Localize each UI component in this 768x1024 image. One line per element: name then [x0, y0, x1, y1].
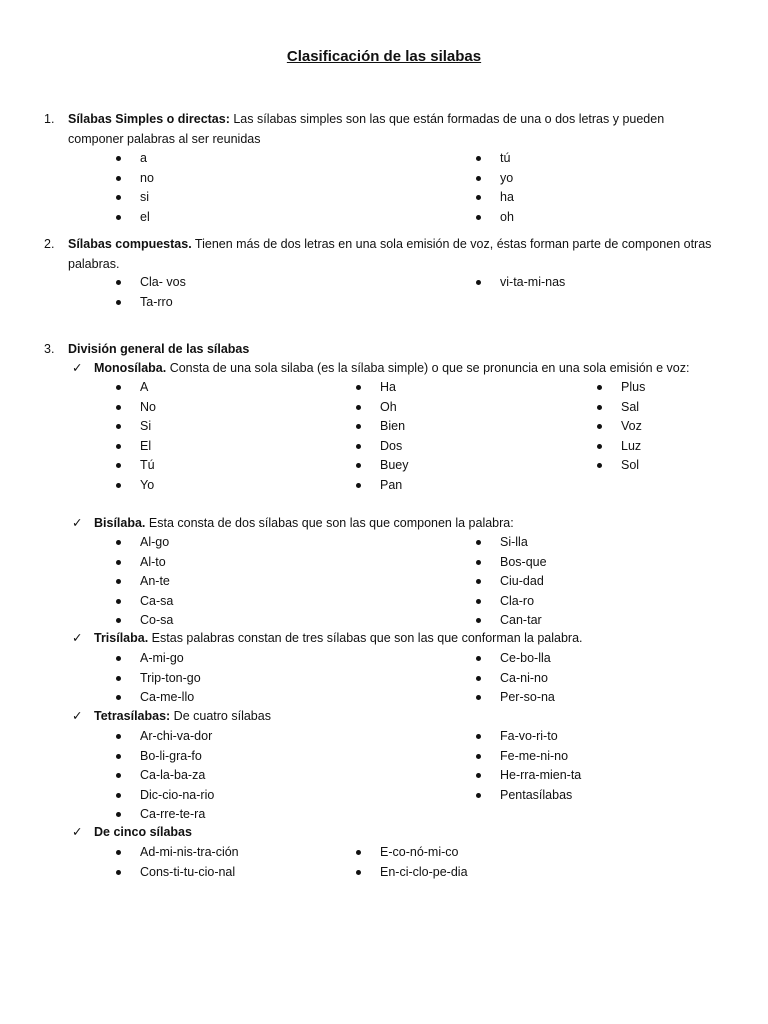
- list-item: Bo-li-gra-fo: [116, 747, 214, 767]
- penta-column-2: [356, 843, 468, 882]
- list-item: si: [116, 188, 154, 208]
- subsection-lead: Tetrasílabas:: [94, 709, 171, 723]
- subsection-text: Esta consta de dos sílabas que son las que componen la palabra:: [145, 516, 514, 530]
- bi-column-1: [116, 533, 173, 631]
- document-title: Clasificación de las silabas: [286, 48, 482, 65]
- section-number: 3.: [44, 342, 55, 356]
- section-lead: Sílabas compuestas.: [68, 237, 192, 251]
- subsection-text: Estas palabras constan de tres sílabas que son las que conforman la palabra.: [148, 631, 583, 645]
- list-item: Co-sa: [116, 611, 173, 631]
- list-item: Plus: [597, 378, 645, 398]
- list-item: Oh: [356, 398, 409, 418]
- list-item: En-ci-clo-pe-dia: [356, 863, 468, 883]
- list-item: Cla-ro: [476, 592, 547, 612]
- list-item: Ca-rre-te-ra: [116, 805, 214, 825]
- list-item: Buey: [356, 456, 409, 476]
- list-item: oh: [476, 208, 514, 228]
- mono-column-2: [356, 378, 409, 495]
- list-item: Cla- vos: [116, 273, 186, 293]
- list-item: E-co-nó-mi-co: [356, 843, 468, 863]
- list-item: Ad-mi-nis-tra-ción: [116, 843, 239, 863]
- checkmark-icon: ✓: [72, 631, 83, 645]
- list-item: Sol: [597, 456, 645, 476]
- list-item: vi-ta-mi-nas: [476, 273, 565, 293]
- list-item: Ha: [356, 378, 409, 398]
- subsection-lead: Monosílaba.: [94, 361, 167, 375]
- subsection-lead: De cinco sílabas: [94, 825, 192, 839]
- list-item: Pan: [356, 476, 409, 496]
- checkmark-icon: ✓: [72, 709, 83, 723]
- subsection-header: [94, 823, 192, 843]
- list-item: El: [116, 437, 156, 457]
- checkmark-icon: ✓: [72, 825, 83, 839]
- tri-column-2: [476, 649, 555, 708]
- list-item: Dic-cio-na-rio: [116, 786, 214, 806]
- list-item: Fe-me-ni-no: [476, 747, 581, 767]
- list-item: el: [116, 208, 154, 228]
- checkmark-icon: ✓: [72, 516, 83, 530]
- section-header: [68, 340, 718, 360]
- list-item: Si: [116, 417, 156, 437]
- bi-column-2: [476, 533, 547, 631]
- subsection-header: [94, 707, 271, 727]
- section-number: 2.: [44, 237, 55, 251]
- list-item: Tú: [116, 456, 156, 476]
- mono-column-3: [597, 378, 645, 476]
- list-column-2: [476, 273, 565, 293]
- list-item: A-mi-go: [116, 649, 201, 669]
- list-item: Al-to: [116, 553, 173, 573]
- subsection-header: [94, 629, 583, 649]
- list-item: No: [116, 398, 156, 418]
- list-item: yo: [476, 169, 514, 189]
- section-text: Tienen más de dos letras en una sola emisión de voz, éstas forman parte de componen otras palabras.: [68, 237, 712, 271]
- list-item: a: [116, 149, 154, 169]
- list-item: Ce-bo-lla: [476, 649, 555, 669]
- list-item: Can-tar: [476, 611, 547, 631]
- section-header: [68, 110, 718, 149]
- list-item: Yo: [116, 476, 156, 496]
- list-item: Ta-rro: [116, 293, 186, 313]
- list-item: Ca-me-llo: [116, 688, 201, 708]
- list-item: Al-go: [116, 533, 173, 553]
- list-item: He-rra-mien-ta: [476, 766, 581, 786]
- subsection-lead: Bisílaba.: [94, 516, 146, 530]
- list-item: Ca-la-ba-za: [116, 766, 214, 786]
- mono-column-1: [116, 378, 156, 495]
- list-item: Luz: [597, 437, 645, 457]
- list-item: Pentasílabas: [476, 786, 581, 806]
- list-item: Sal: [597, 398, 645, 418]
- list-item: Si-lla: [476, 533, 547, 553]
- list-item: ha: [476, 188, 514, 208]
- list-item: tú: [476, 149, 514, 169]
- list-item: A: [116, 378, 156, 398]
- list-item: Per-so-na: [476, 688, 555, 708]
- subsection-text: De cuatro sílabas: [170, 709, 271, 723]
- list-item: Dos: [356, 437, 409, 457]
- section-lead: División general de las sílabas: [68, 342, 250, 356]
- section-header: [68, 235, 718, 274]
- list-item: Ciu-dad: [476, 572, 547, 592]
- subsection-lead: Trisílaba.: [94, 631, 149, 645]
- section-lead: Sílabas Simples o directas:: [68, 112, 230, 126]
- subsection-text: Consta de una sola silaba (es la sílaba simple) o que se pronuncia en una sola emisión e voz:: [166, 361, 690, 375]
- subsection-header: [94, 514, 514, 534]
- section-number: 1.: [44, 112, 55, 126]
- tetra-column-2: [476, 727, 581, 805]
- list-item: Cons-ti-tu-cio-nal: [116, 863, 239, 883]
- list-item: no: [116, 169, 154, 189]
- list-item: An-te: [116, 572, 173, 592]
- list-item: Bos-que: [476, 553, 547, 573]
- list-item: Ca-sa: [116, 592, 173, 612]
- list-item: Bien: [356, 417, 409, 437]
- list-item: Fa-vo-ri-to: [476, 727, 581, 747]
- list-column-2: [476, 149, 514, 227]
- list-column-1: [116, 273, 186, 312]
- list-column-1: [116, 149, 154, 227]
- penta-column-1: [116, 843, 239, 882]
- tri-column-1: [116, 649, 201, 708]
- list-item: Ca-ni-no: [476, 669, 555, 689]
- checkmark-icon: ✓: [72, 361, 83, 375]
- subsection-header: [94, 359, 689, 379]
- tetra-column-1: [116, 727, 214, 825]
- list-item: Trip-ton-go: [116, 669, 201, 689]
- list-item: Ar-chi-va-dor: [116, 727, 214, 747]
- list-item: Voz: [597, 417, 645, 437]
- section-text: Las sílabas simples son las que están formadas de una o dos letras y pueden componer palabras al ser reunidas: [68, 112, 665, 146]
